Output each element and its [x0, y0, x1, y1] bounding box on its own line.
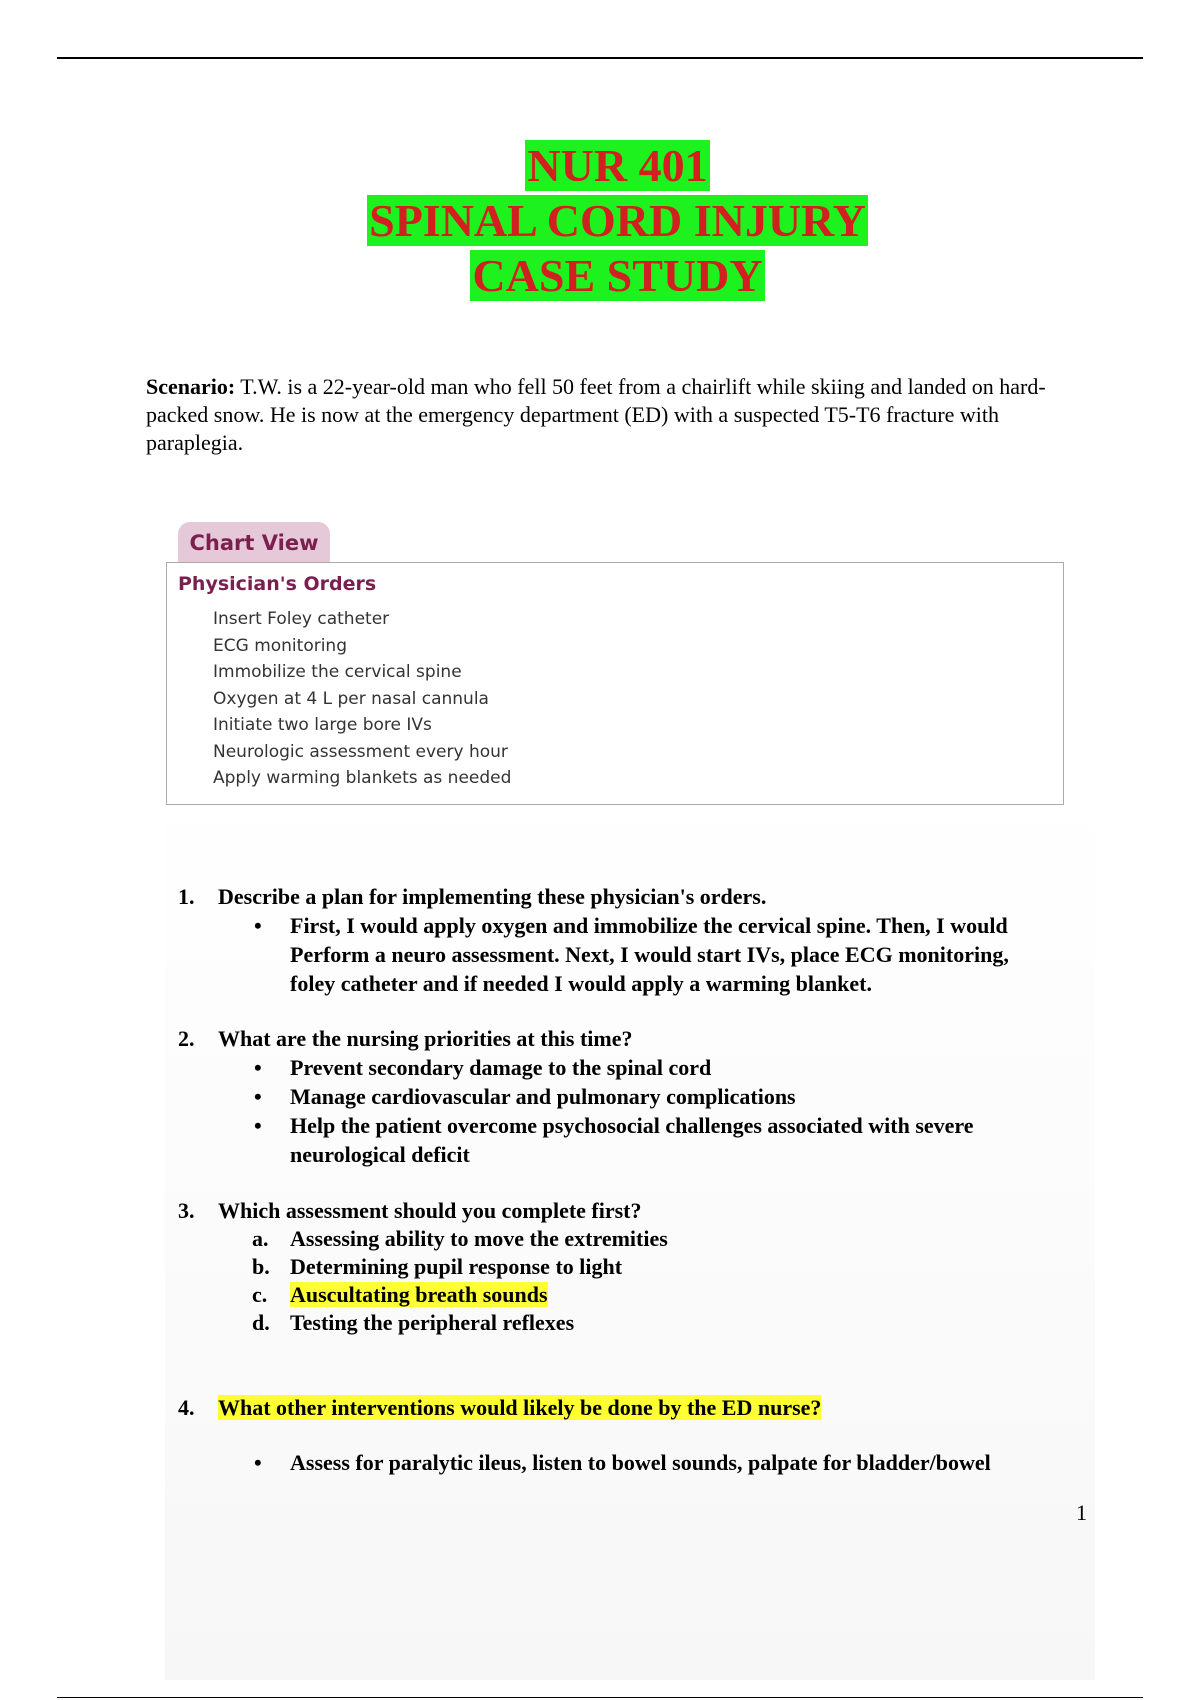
question-1	[178, 882, 1098, 998]
answer-item	[178, 1082, 1098, 1111]
option-letter: a.	[252, 1226, 269, 1251]
option-letter: d.	[252, 1310, 270, 1335]
order-item: ECG monitoring	[213, 635, 347, 656]
scenario-text: T.W. is a 22-year-old man who fell 50 feet from a chairlift while skiing and landed on hard-packed snow. He is now at the emergency department (ED) with a suspected T5-T6 fracture with paraplegia.	[146, 374, 1046, 455]
question-4	[178, 1393, 1098, 1477]
option-a	[178, 1225, 1098, 1253]
orders-heading: Physician's Orders	[178, 573, 377, 595]
scenario-label: Scenario:	[146, 374, 236, 399]
option-b	[178, 1253, 1098, 1281]
option-d	[178, 1309, 1098, 1337]
chart-view-tab: Chart View	[178, 522, 330, 562]
bullet-marker: •	[254, 913, 262, 938]
question-text: Which assessment should you complete first?	[218, 1198, 642, 1223]
option-c	[178, 1281, 1098, 1309]
answer-line: neurological deficit	[290, 1142, 470, 1167]
title-line-topic: SPINAL CORD INJURY	[369, 195, 866, 246]
answer-item	[178, 911, 1098, 998]
order-item: Oxygen at 4 L per nasal cannula	[213, 688, 489, 709]
question-number: 1.	[178, 884, 195, 909]
question-number: 2.	[178, 1026, 195, 1051]
answer-line: Assess for paralytic ileus, listen to bowel sounds, palpate for bladder/bowel	[290, 1450, 991, 1475]
question-2	[178, 1024, 1098, 1169]
answer-line: Prevent secondary damage to the spinal cord	[290, 1055, 712, 1080]
orders-list	[213, 606, 511, 792]
option-text: Testing the peripheral reflexes	[290, 1310, 575, 1335]
title-line-course: NUR 401	[527, 140, 708, 191]
bullet-marker: •	[254, 1084, 262, 1109]
bullet-marker: •	[254, 1055, 262, 1080]
order-item: Insert Foley catheter	[213, 609, 390, 629]
question-text: What are the nursing priorities at this time?	[218, 1026, 633, 1051]
question-text-highlighted: What other interventions would likely be done by the ED nurse?	[218, 1395, 822, 1420]
answer-item	[178, 1053, 1098, 1082]
answer-line: Perform a neuro assessment. Next, I would start IVs, place ECG monitoring,	[290, 942, 1009, 967]
bullet-marker: •	[254, 1113, 262, 1138]
header-rule	[57, 57, 1143, 59]
bullet-marker: •	[254, 1450, 262, 1475]
option-text: Determining pupil response to light	[290, 1254, 623, 1279]
option-letter: c.	[252, 1282, 268, 1307]
question-number: 3.	[178, 1198, 195, 1223]
answer-line: foley catheter and if needed I would apply a warming blanket.	[290, 971, 873, 996]
question-text: Describe a plan for implementing these physician's orders.	[218, 884, 767, 909]
answer-line: First, I would apply oxygen and immobilize the cervical spine. Then, I would	[290, 913, 1008, 938]
option-text: Assessing ability to move the extremities	[290, 1226, 668, 1251]
scenario-paragraph	[146, 373, 1086, 457]
answer-item	[178, 1111, 1098, 1169]
answer-line: Help the patient overcome psychosocial challenges associated with severe	[290, 1113, 974, 1138]
question-3	[178, 1197, 1098, 1337]
option-text-highlighted: Auscultating breath sounds	[290, 1282, 548, 1307]
order-item: Neurologic assessment every hour	[213, 741, 508, 762]
document-title	[0, 138, 1200, 303]
physician-orders-box	[166, 562, 1064, 805]
order-item: Initiate two large bore IVs	[213, 715, 432, 735]
page-number: 1	[1076, 1500, 1087, 1525]
order-item: Immobilize the cervical spine	[213, 662, 462, 682]
order-item: Apply warming blankets as needed	[213, 768, 512, 788]
answer-line: Manage cardiovascular and pulmonary complications	[290, 1084, 796, 1109]
footer-rule	[57, 1697, 1143, 1698]
option-letter: b.	[252, 1254, 270, 1279]
title-line-type: CASE STUDY	[472, 250, 763, 301]
answer-item	[178, 1448, 1098, 1477]
question-number: 4.	[178, 1395, 195, 1420]
